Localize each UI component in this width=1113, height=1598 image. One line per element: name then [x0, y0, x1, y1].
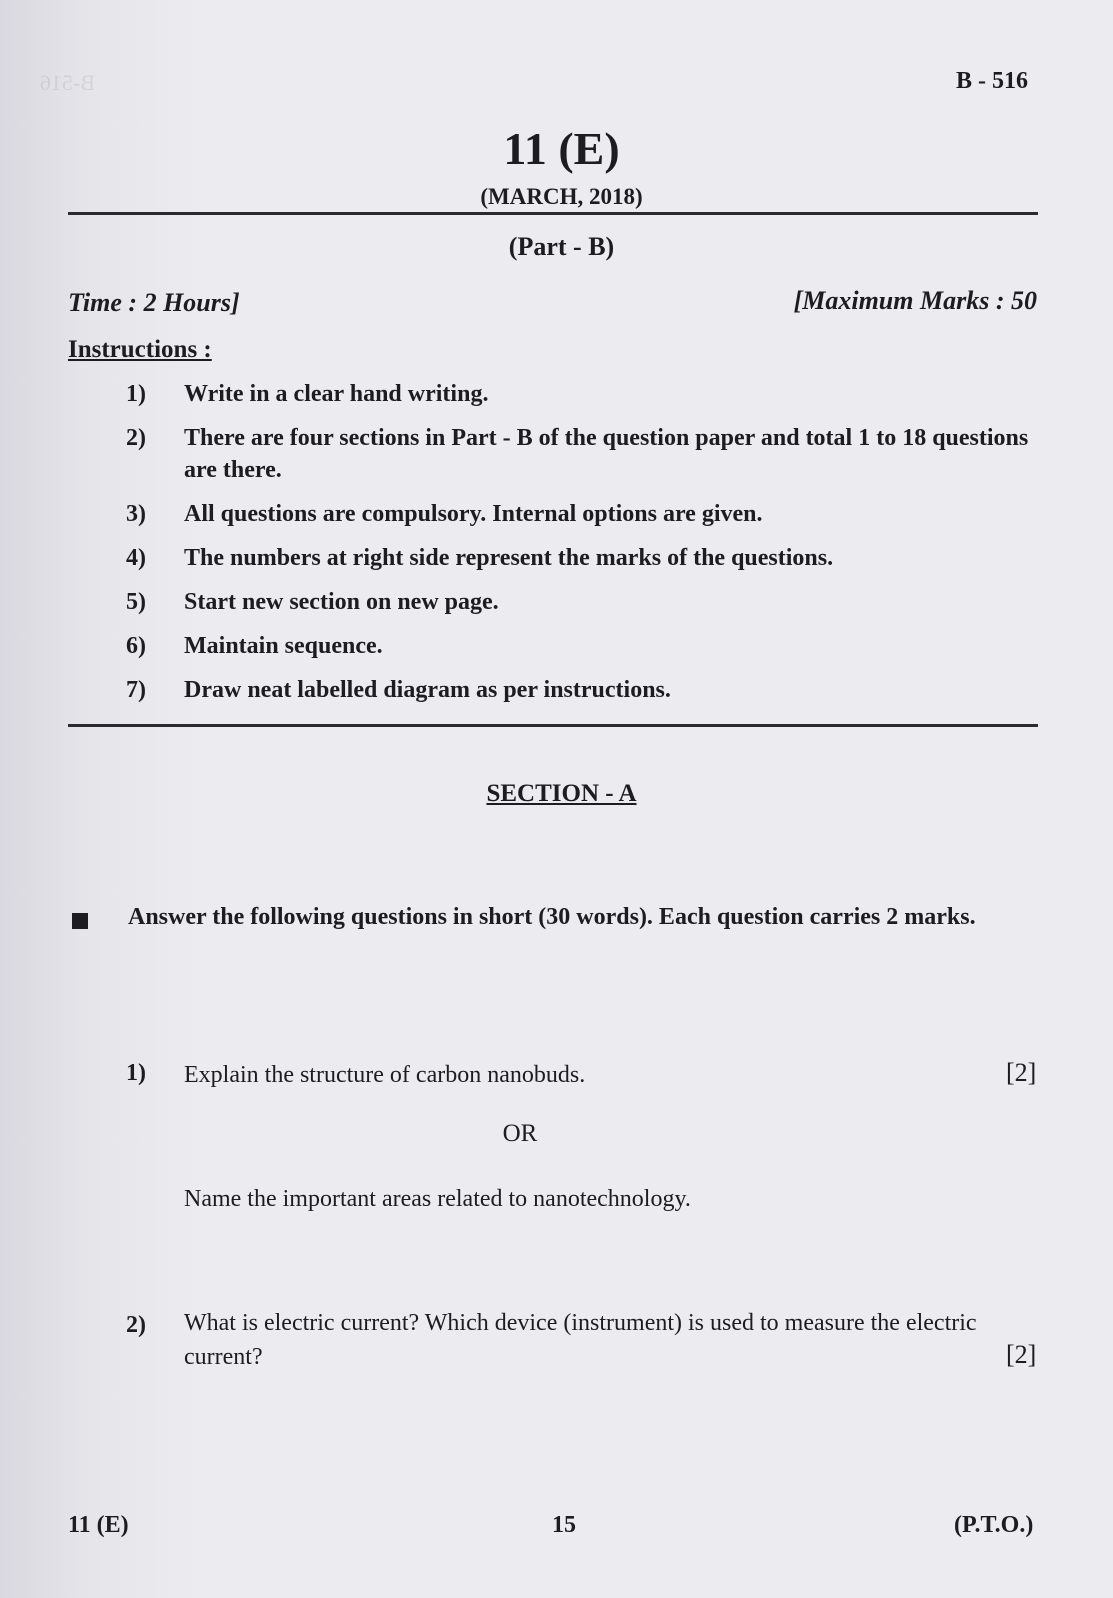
question-alternative-text: Name the important areas related to nanotechnology.	[184, 1186, 691, 1212]
page-number: 15	[552, 1512, 576, 1538]
instruction-item	[126, 630, 1046, 662]
instruction-number: 7)	[126, 677, 146, 703]
or-separator: OR	[502, 1120, 538, 1147]
instruction-number: 4)	[126, 545, 146, 571]
instruction-number: 1)	[126, 381, 146, 407]
section-heading: SECTION - A	[486, 780, 637, 807]
instruction-item	[126, 542, 1046, 574]
paper-code: B - 516	[956, 68, 1028, 94]
instruction-item	[126, 498, 1046, 530]
instruction-number: 5)	[126, 589, 146, 615]
question-text: Explain the structure of carbon nanobuds.	[184, 1062, 586, 1088]
instructions-heading: Instructions :	[68, 336, 212, 363]
bleed-through-mark: B-516	[40, 70, 95, 95]
question-number: 2)	[126, 1312, 146, 1338]
question-number: 1)	[126, 1060, 146, 1086]
question-marks: [2]	[1006, 1058, 1037, 1087]
instruction-item	[126, 422, 1046, 486]
instructions-divider	[68, 724, 1038, 727]
instruction-text: There are four sections in Part - B of the question paper and total 1 to 18 questions are there.	[184, 425, 1029, 483]
instruction-text: Write in a clear hand writing.	[184, 381, 489, 407]
instructions-list	[126, 378, 1046, 718]
part-label: (Part - B)	[508, 232, 615, 261]
instruction-item	[126, 378, 1046, 410]
question-text: What is electric current? Which device (instrument) is used to measure the electric current?	[184, 1310, 977, 1370]
exam-date: (MARCH, 2018)	[480, 184, 643, 209]
instruction-text: All questions are compulsory. Internal options are given.	[184, 501, 763, 527]
instruction-text: Maintain sequence.	[184, 633, 383, 659]
please-turn-over: (P.T.O.)	[954, 1512, 1034, 1538]
footer-subject-code: 11 (E)	[68, 1512, 129, 1538]
instruction-text: Draw neat labelled diagram as per instructions.	[184, 677, 671, 703]
maximum-marks: [Maximum Marks : 50	[793, 286, 1037, 315]
square-bullet-icon	[72, 913, 88, 929]
subject-title: 11 (E)	[503, 123, 620, 174]
time-allowed: Time : 2 Hours]	[68, 288, 240, 317]
instruction-item	[126, 586, 1046, 618]
instruction-number: 6)	[126, 633, 146, 659]
instruction-text: Start new section on new page.	[184, 589, 499, 615]
top-divider	[68, 212, 1038, 215]
section-directive: Answer the following questions in short (30 words). Each question carries 2 marks.	[128, 904, 976, 930]
instruction-text: The numbers at right side represent the marks of the questions.	[184, 545, 834, 571]
question-marks: [2]	[1006, 1340, 1037, 1369]
instruction-item	[126, 674, 1046, 706]
instruction-number: 3)	[126, 501, 146, 527]
instruction-number: 2)	[126, 425, 146, 451]
